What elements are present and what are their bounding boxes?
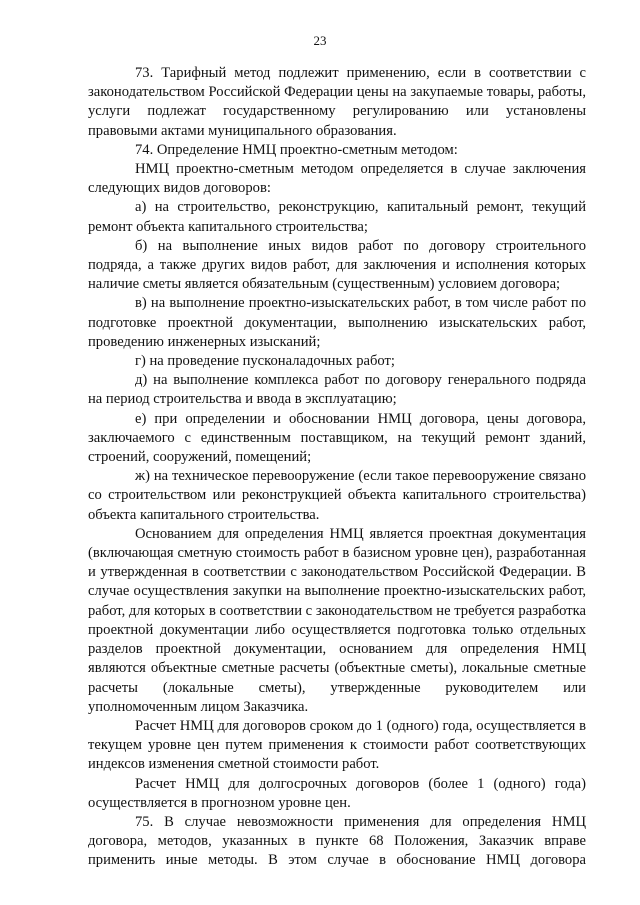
list-item-v: в) на выполнение проектно-изыскательских работ, в том числе работ по подготовке проектной документации, выполнению изыскательских работ, проведению инженерных изысканий; [88,295,586,350]
list-item-zh: ж) на техническое перевооружение (если такое перевооружение связано со строительством или реконструкцией объекта капитального строительства) объекта капитального строительства. [88,468,586,523]
page-number: 23 [313,33,327,48]
paragraph-74-intro: НМЦ проектно-сметным методом определяется в случае заключения следующих видов договоров: [88,161,586,197]
list-item-e: е) при определении и обосновании НМЦ договора, цены договора, заключаемого с единственным поставщиком, на текущий ремонт зданий, строений, сооружений, помещений; [88,410,586,466]
paragraph-basis: Основанием для определения НМЦ является проектная документация (включающая сметную стоимость работ в базисном уровне цен), разработанная и утвержденная в соответствии с законодательством Российской Федерации. В случае осуществления закупки на выполнение проектно-изыскательских работ, работ, для которых в соответствии с законодательством не требуется разработка проектной документации либо осуществляется подготовка только отдельных разделов проектной документации, основанием для определения НМЦ являются объектные сметные расчеты (объектные сметы), локальные сметные расчеты (локальные сметы), утвержденные руководителем или уполномоченным лицом Заказчика. [88,525,586,715]
paragraph-75: 75. В случае невозможности применения для определения НМЦ договора, методов, указанных в пункте 68 Положения, Заказчик вправе применить иные методы. В этом случае в обоснование НМЦ договора [88,813,586,869]
paragraph-73: 73. Тарифный метод подлежит применению, если в соответствии с законодательством Российской Федерации цены на закупаемые товары, работы, услуги подлежат государственному регулированию или установлены правовыми актами муниципального образования. [88,65,586,139]
list-item-b: б) на выполнение иных видов работ по договору строительного подряда, а также других видов работ, для заключения и исполнения которых наличие сметы является обязательным (существенным) условием договора; [88,237,586,293]
paragraph-short-term: Расчет НМЦ для договоров сроком до 1 (одного) года, осуществляется в текущем уровне цен путем применения к стоимости работ соответствующих индексов изменения сметной стоимости работ. [88,717,586,773]
paragraph-long-term: Расчет НМЦ для долгосрочных договоров (более 1 (одного) года) осуществляется в прогнозном уровне цен. [88,775,586,811]
paragraph-74-heading: 74. Определение НМЦ проектно-сметным методом: [135,141,458,158]
list-item-a: а) на строительство, реконструкцию, капитальный ремонт, текущий ремонт объекта капитального строительства; [88,199,586,235]
list-item-d: д) на выполнение комплекса работ по договору генерального подряда на период строительства и ввода в эксплуатацию; [88,372,586,408]
list-item-g: г) на проведение пусконаладочных работ; [135,353,395,370]
document-body [88,64,586,871]
